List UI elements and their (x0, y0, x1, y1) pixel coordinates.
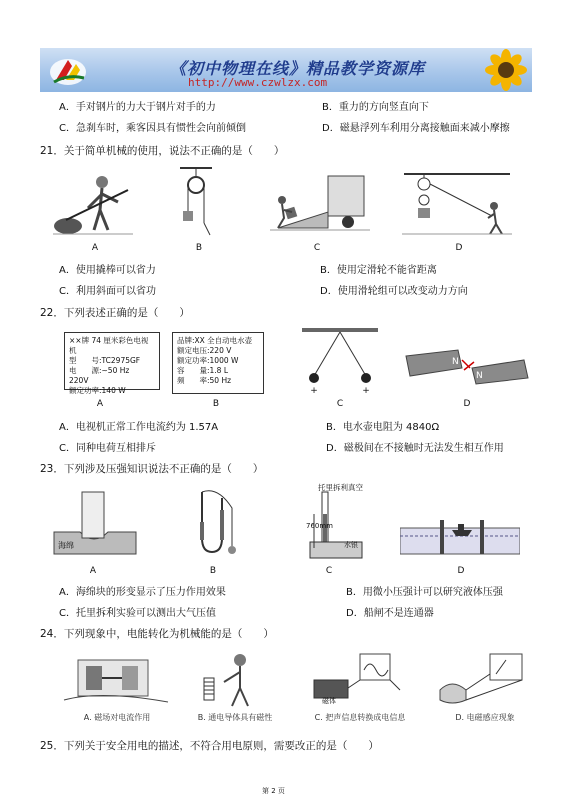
electromagnet-figure (190, 648, 270, 710)
fixed-pulley-figure (176, 165, 216, 243)
crowbar-figure (48, 168, 138, 238)
tv-line-3: 电 源:~50 Hz 220V (69, 366, 137, 385)
q23-fig-label-a: A (89, 566, 97, 576)
q23-fig-label-b: B (209, 566, 217, 576)
q21-option-c: C．利用斜面可以省功 (59, 286, 156, 297)
q21-fig-label-b: B (195, 243, 203, 253)
charge-right: + (362, 386, 370, 396)
induction-figure (432, 650, 536, 708)
q21-option-a: A．使用撬棒可以省力 (59, 265, 156, 276)
q22-fig-label-c: C (336, 399, 344, 409)
kettle-line-3: 额定功率:1000 W (177, 356, 239, 365)
kettle-line-5: 频 率:50 Hz (177, 376, 232, 385)
q20-option-d: D．磁悬浮列车利用分离接触面来减小摩擦 (322, 123, 510, 134)
q21-option-b: B．使用定滑轮不能省距离 (320, 265, 437, 276)
magnet-label: 磁体 (322, 697, 336, 705)
pressure-gauge-figure (192, 488, 238, 560)
q24-stem: 24．下列现象中，电能转化为机械能的是（ ） (40, 628, 274, 640)
q22-option-d: D．磁极间在不接触时无法发生相互作用 (326, 443, 504, 454)
charged-balls-figure (298, 326, 382, 388)
tv-line-4: 额定功率:140 W (69, 386, 126, 395)
q23-option-c: C．托里拆利实验可以测出大气压值 (59, 608, 216, 619)
q21-fig-label-d: D (455, 243, 463, 253)
q21-fig-label-a: A (91, 243, 99, 253)
q22-option-c: C．同种电荷互相排斥 (59, 443, 156, 454)
q21-fig-label-c: C (313, 243, 321, 253)
q23-fig-label-c: C (325, 566, 333, 576)
q22-option-b: B．电水壶电阻为 4840Ω (326, 422, 440, 433)
sunflower-icon (480, 48, 532, 92)
magnets-figure (404, 346, 530, 386)
motor-figure (60, 650, 172, 708)
q22-stem: 22．下列表述正确的是（ ） (40, 307, 190, 319)
kettle-line-2: 额定电压:220 V (177, 346, 232, 355)
page-number: 第 2 页 (262, 787, 285, 795)
q20-option-b: B．重力的方向竖直向下 (322, 102, 429, 113)
kettle-line-1: 品牌:XX 全自动电水壶 (177, 336, 253, 345)
tv-line-2: 型 号:TC2975GF (69, 356, 141, 365)
q23-option-d: D．船闸不是连通器 (346, 608, 434, 619)
torricelli-title: 托里拆利真空 (318, 483, 363, 492)
q24-caption-c: C. 把声信息转换成电信息 (314, 713, 406, 722)
q22-fig-label-b: B (212, 399, 220, 409)
ship-lock-figure (400, 508, 520, 556)
tv-line-1: ××牌 74 厘米彩色电视机 (69, 336, 149, 355)
q22-fig-label-a: A (96, 399, 104, 409)
q24-caption-a: A. 磁场对电流作用 (83, 713, 151, 722)
microphone-figure (300, 650, 412, 708)
banner-title: 《初中物理在线》精品教学资源库 (170, 59, 426, 78)
q23-stem: 23．下列涉及压强知识说法不正确的是（ ） (40, 463, 264, 475)
svg-text:N: N (452, 357, 459, 367)
tv-nameplate (64, 332, 160, 395)
header-banner (40, 48, 532, 92)
q20-option-a: A．手对钢片的力大于钢片对手的力 (59, 102, 216, 113)
q23-fig-label-d: D (457, 566, 465, 576)
q24-caption-d: D. 电磁感应现象 (455, 713, 515, 722)
kettle-nameplate (172, 332, 264, 394)
charge-left: + (310, 386, 318, 396)
incline-figure (270, 172, 370, 236)
q25-stem: 25．下列关于安全用电的描述，不符合用电原则，需要改正的是（ ） (40, 740, 379, 752)
banner-url: http://www.czwlzx.com (188, 76, 328, 89)
kettle-line-4: 容 量:1.8 L (177, 366, 229, 375)
q24-caption-b: B. 通电导体具有磁性 (197, 713, 273, 722)
q23-option-a: A．海绵块的形变显示了压力作用效果 (59, 587, 226, 598)
torricelli-height: 760mm (306, 522, 333, 530)
logo-icon (46, 52, 90, 88)
torricelli-mercury: 水银 (344, 541, 358, 549)
q23-option-b: B．用微小压强计可以研究液体压强 (346, 587, 503, 598)
sponge-label: 海绵 (58, 541, 74, 550)
q21-option-d: D．使用滑轮组可以改变动力方向 (320, 286, 468, 297)
q20-option-c: C．急刹车时，乘客因具有惯性会向前倾倒 (59, 123, 246, 134)
q21-stem: 21．关于简单机械的使用，说法不正确的是（ ） (40, 145, 285, 157)
q22-option-a: A．电视机正常工作电流约为 1.57A (59, 422, 219, 433)
q22-fig-label-d: D (463, 399, 471, 409)
pulley-group-figure (402, 170, 512, 236)
svg-text:N: N (476, 371, 483, 381)
